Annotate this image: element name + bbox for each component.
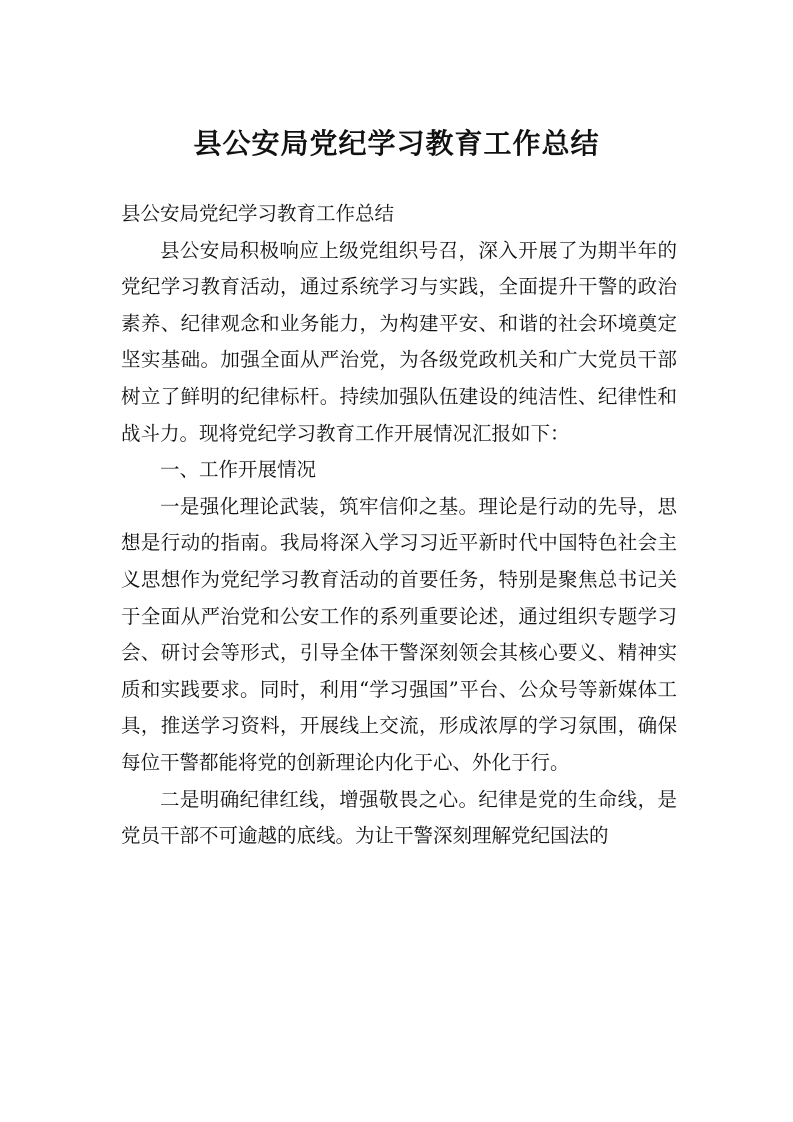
document-body bbox=[121, 196, 677, 855]
paragraph-intro: 县公安局积极响应上级党组织号召，深入开展了为期半年的党纪学习教育活动，通过系统学习与实践，全面提升干警的政治素养、纪律观念和业务能力，为构建平安、和谐的社会环境奠定坚实基础。加强全面从严治党，为各级党政机关和广大党员干部树立了鲜明的纪律标杆。持续加强队伍建设的纯洁性、纪律性和战斗力。现将党纪学习教育工作开展情况汇报如下： bbox=[121, 238, 677, 445]
paragraph-discipline: 二是明确纪律红线，增强敬畏之心。纪律是党的生命线，是党员干部不可逾越的底线。为让干警深刻理解党纪国法的 bbox=[121, 787, 677, 848]
document-title: 县公安局党纪学习教育工作总结 bbox=[193, 127, 600, 160]
paragraph-theory: 一是强化理论武装，筑牢信仰之基。理论是行动的先导，思想是行动的指南。我局将深入学习习近平新时代中国特色社会主义思想作为党纪学习教育活动的首要任务，特别是聚焦总书记关于全面从严治党和公安工作的系列重要论述，通过组织专题学习会、研讨会等形式，引导全体干警深刻领会其核心要义、精神实质和实践要求。同时，利用“学习强国”平台、公众号等新媒体工具，推送学习资料，开展线上交流，形成浓厚的学习氛围，确保每位干警都能将党的创新理论内化于心、外化于行。 bbox=[121, 494, 677, 774]
section-heading: 一、工作开展情况 bbox=[160, 458, 317, 482]
document-subtitle: 县公安局党纪学习教育工作总结 bbox=[121, 202, 395, 225]
